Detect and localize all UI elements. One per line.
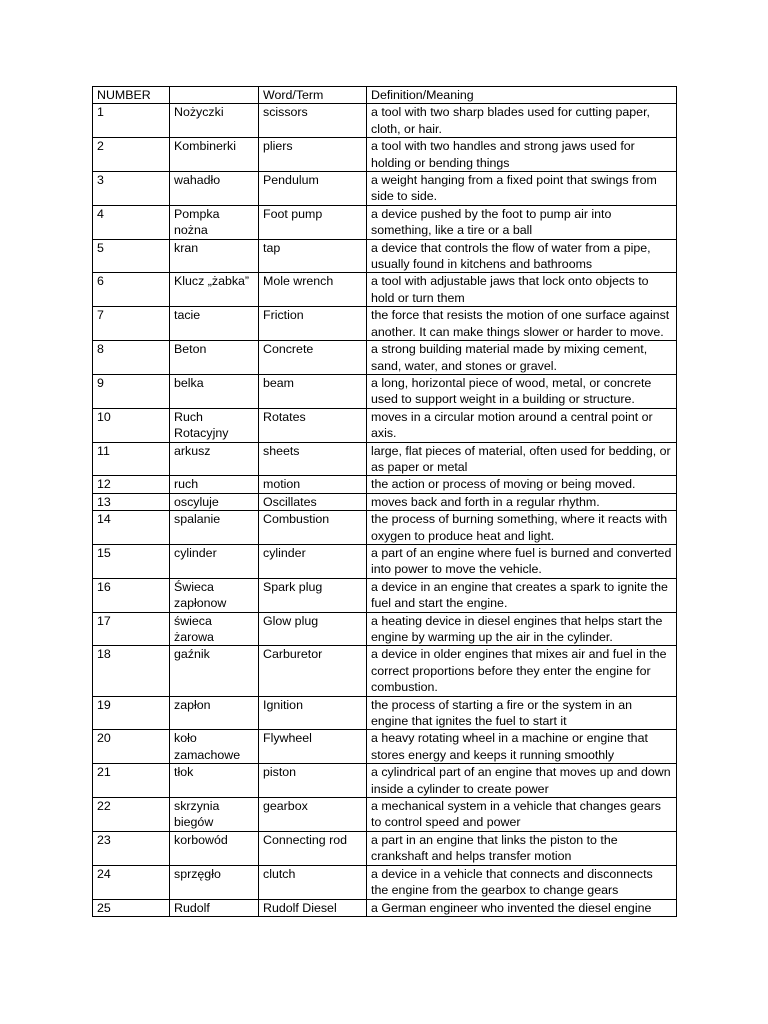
row-number: 14 (93, 511, 170, 545)
row-definition: a tool with adjustable jaws that lock onto objects to hold or turn them (367, 273, 677, 307)
row-term: Flywheel (259, 730, 367, 764)
table-row (93, 865, 677, 899)
table-row (93, 831, 677, 865)
header-polish (170, 87, 259, 104)
table-row (93, 374, 677, 408)
table-row (93, 544, 677, 578)
row-term: sheets (259, 442, 367, 476)
row-definition: the force that resists the motion of one surface against another. It can make things slower or harder to move. (367, 307, 677, 341)
row-number: 3 (93, 172, 170, 206)
table-row (93, 764, 677, 798)
row-definition: a tool with two sharp blades used for cutting paper, cloth, or hair. (367, 104, 677, 138)
row-number: 6 (93, 273, 170, 307)
row-number: 18 (93, 646, 170, 696)
row-term: Mole wrench (259, 273, 367, 307)
row-polish-word: Pompka nożna (170, 205, 259, 239)
row-definition: a heating device in diesel engines that helps start the engine by warming up the air in the cylinder. (367, 612, 677, 646)
row-polish-word: Nożyczki (170, 104, 259, 138)
row-polish-word: Beton (170, 341, 259, 375)
table-row (93, 646, 677, 696)
table-row (93, 307, 677, 341)
row-polish-word: skrzynia biegów (170, 798, 259, 832)
row-polish-word: tłok (170, 764, 259, 798)
row-polish-word: gaźnik (170, 646, 259, 696)
row-number: 24 (93, 865, 170, 899)
row-number: 23 (93, 831, 170, 865)
row-polish-word: korbowód (170, 831, 259, 865)
row-polish-word: tacie (170, 307, 259, 341)
row-polish-word: świeca żarowa (170, 612, 259, 646)
table-row (93, 612, 677, 646)
row-polish-word: sprzęgło (170, 865, 259, 899)
row-term: Combustion (259, 511, 367, 545)
row-definition: a part of an engine where fuel is burned and converted into power to move the vehicle. (367, 544, 677, 578)
row-term: piston (259, 764, 367, 798)
row-term: Connecting rod (259, 831, 367, 865)
row-definition: a heavy rotating wheel in a machine or engine that stores energy and keeps it running smoothly (367, 730, 677, 764)
row-term: Concrete (259, 341, 367, 375)
row-definition: a mechanical system in a vehicle that changes gears to control speed and power (367, 798, 677, 832)
row-definition: the action or process of moving or being moved. (367, 476, 677, 493)
table-row (93, 138, 677, 172)
row-polish-word: arkusz (170, 442, 259, 476)
row-polish-word: koło zamachowe (170, 730, 259, 764)
row-number: 2 (93, 138, 170, 172)
row-number: 21 (93, 764, 170, 798)
row-number: 4 (93, 205, 170, 239)
header-term: Word/Term (259, 87, 367, 104)
header-number: NUMBER (93, 87, 170, 104)
row-term: clutch (259, 865, 367, 899)
row-number: 22 (93, 798, 170, 832)
row-definition: a device in a vehicle that connects and disconnects the engine from the gearbox to change gears (367, 865, 677, 899)
table-row (93, 104, 677, 138)
row-number: 17 (93, 612, 170, 646)
row-polish-word: wahadło (170, 172, 259, 206)
table-row (93, 493, 677, 510)
row-term: motion (259, 476, 367, 493)
row-term: scissors (259, 104, 367, 138)
row-number: 15 (93, 544, 170, 578)
row-definition: a device that controls the flow of water from a pipe, usually found in kitchens and bathrooms (367, 239, 677, 273)
row-number: 16 (93, 578, 170, 612)
row-polish-word: Ruch Rotacyjny (170, 408, 259, 442)
table-row (93, 273, 677, 307)
row-number: 5 (93, 239, 170, 273)
row-term: Pendulum (259, 172, 367, 206)
row-polish-word: Świeca zapłonow (170, 578, 259, 612)
row-definition: a tool with two handles and strong jaws used for holding or bending things (367, 138, 677, 172)
row-definition: the process of burning something, where it reacts with oxygen to produce heat and light. (367, 511, 677, 545)
row-term: gearbox (259, 798, 367, 832)
table-row (93, 696, 677, 730)
header-definition: Definition/Meaning (367, 87, 677, 104)
row-term: Foot pump (259, 205, 367, 239)
row-term: pliers (259, 138, 367, 172)
row-polish-word: cylinder (170, 544, 259, 578)
row-number: 8 (93, 341, 170, 375)
row-term: cylinder (259, 544, 367, 578)
table-row (93, 205, 677, 239)
row-polish-word: spalanie (170, 511, 259, 545)
row-term: Rotates (259, 408, 367, 442)
table-row (93, 798, 677, 832)
row-definition: a weight hanging from a fixed point that swings from side to side. (367, 172, 677, 206)
row-term: Rudolf Diesel (259, 899, 367, 916)
header-row (93, 87, 677, 104)
row-number: 19 (93, 696, 170, 730)
table-row (93, 511, 677, 545)
row-term: Oscillates (259, 493, 367, 510)
row-polish-word: belka (170, 374, 259, 408)
row-definition: large, flat pieces of material, often used for bedding, or as paper or metal (367, 442, 677, 476)
row-definition: moves in a circular motion around a central point or axis. (367, 408, 677, 442)
table-row (93, 730, 677, 764)
row-number: 11 (93, 442, 170, 476)
row-term: Spark plug (259, 578, 367, 612)
row-term: Glow plug (259, 612, 367, 646)
row-number: 1 (93, 104, 170, 138)
table-row (93, 442, 677, 476)
row-term: Friction (259, 307, 367, 341)
row-term: tap (259, 239, 367, 273)
row-definition: the process of starting a fire or the system in an engine that ignites the fuel to start it (367, 696, 677, 730)
row-number: 25 (93, 899, 170, 916)
row-polish-word: zapłon (170, 696, 259, 730)
table-body (93, 104, 677, 917)
row-number: 20 (93, 730, 170, 764)
row-polish-word: oscyluje (170, 493, 259, 510)
row-polish-word: Rudolf (170, 899, 259, 916)
row-number: 9 (93, 374, 170, 408)
row-definition: moves back and forth in a regular rhythm. (367, 493, 677, 510)
table-row (93, 172, 677, 206)
row-definition: a part in an engine that links the piston to the crankshaft and helps transfer motion (367, 831, 677, 865)
table-row (93, 341, 677, 375)
row-number: 10 (93, 408, 170, 442)
row-definition: a strong building material made by mixing cement, sand, water, and stones or gravel. (367, 341, 677, 375)
row-definition: a German engineer who invented the diesel engine (367, 899, 677, 916)
table-row (93, 239, 677, 273)
row-polish-word: ruch (170, 476, 259, 493)
table-row (93, 476, 677, 493)
row-definition: a cylindrical part of an engine that moves up and down inside a cylinder to create power (367, 764, 677, 798)
row-number: 13 (93, 493, 170, 510)
row-definition: a device pushed by the foot to pump air into something, like a tire or a ball (367, 205, 677, 239)
row-number: 7 (93, 307, 170, 341)
table-row (93, 408, 677, 442)
vocabulary-table (92, 86, 677, 917)
row-polish-word: kran (170, 239, 259, 273)
table-row (93, 578, 677, 612)
row-definition: a device in older engines that mixes air and fuel in the correct proportions before they enter the engine for combustion. (367, 646, 677, 696)
row-polish-word: Klucz „żabka” (170, 273, 259, 307)
row-definition: a long, horizontal piece of wood, metal, or concrete used to support weight in a building or structure. (367, 374, 677, 408)
row-polish-word: Kombinerki (170, 138, 259, 172)
row-number: 12 (93, 476, 170, 493)
row-term: beam (259, 374, 367, 408)
row-definition: a device in an engine that creates a spark to ignite the fuel and start the engine. (367, 578, 677, 612)
table-header (93, 87, 677, 104)
row-term: Carburetor (259, 646, 367, 696)
table-row (93, 899, 677, 916)
row-term: Ignition (259, 696, 367, 730)
